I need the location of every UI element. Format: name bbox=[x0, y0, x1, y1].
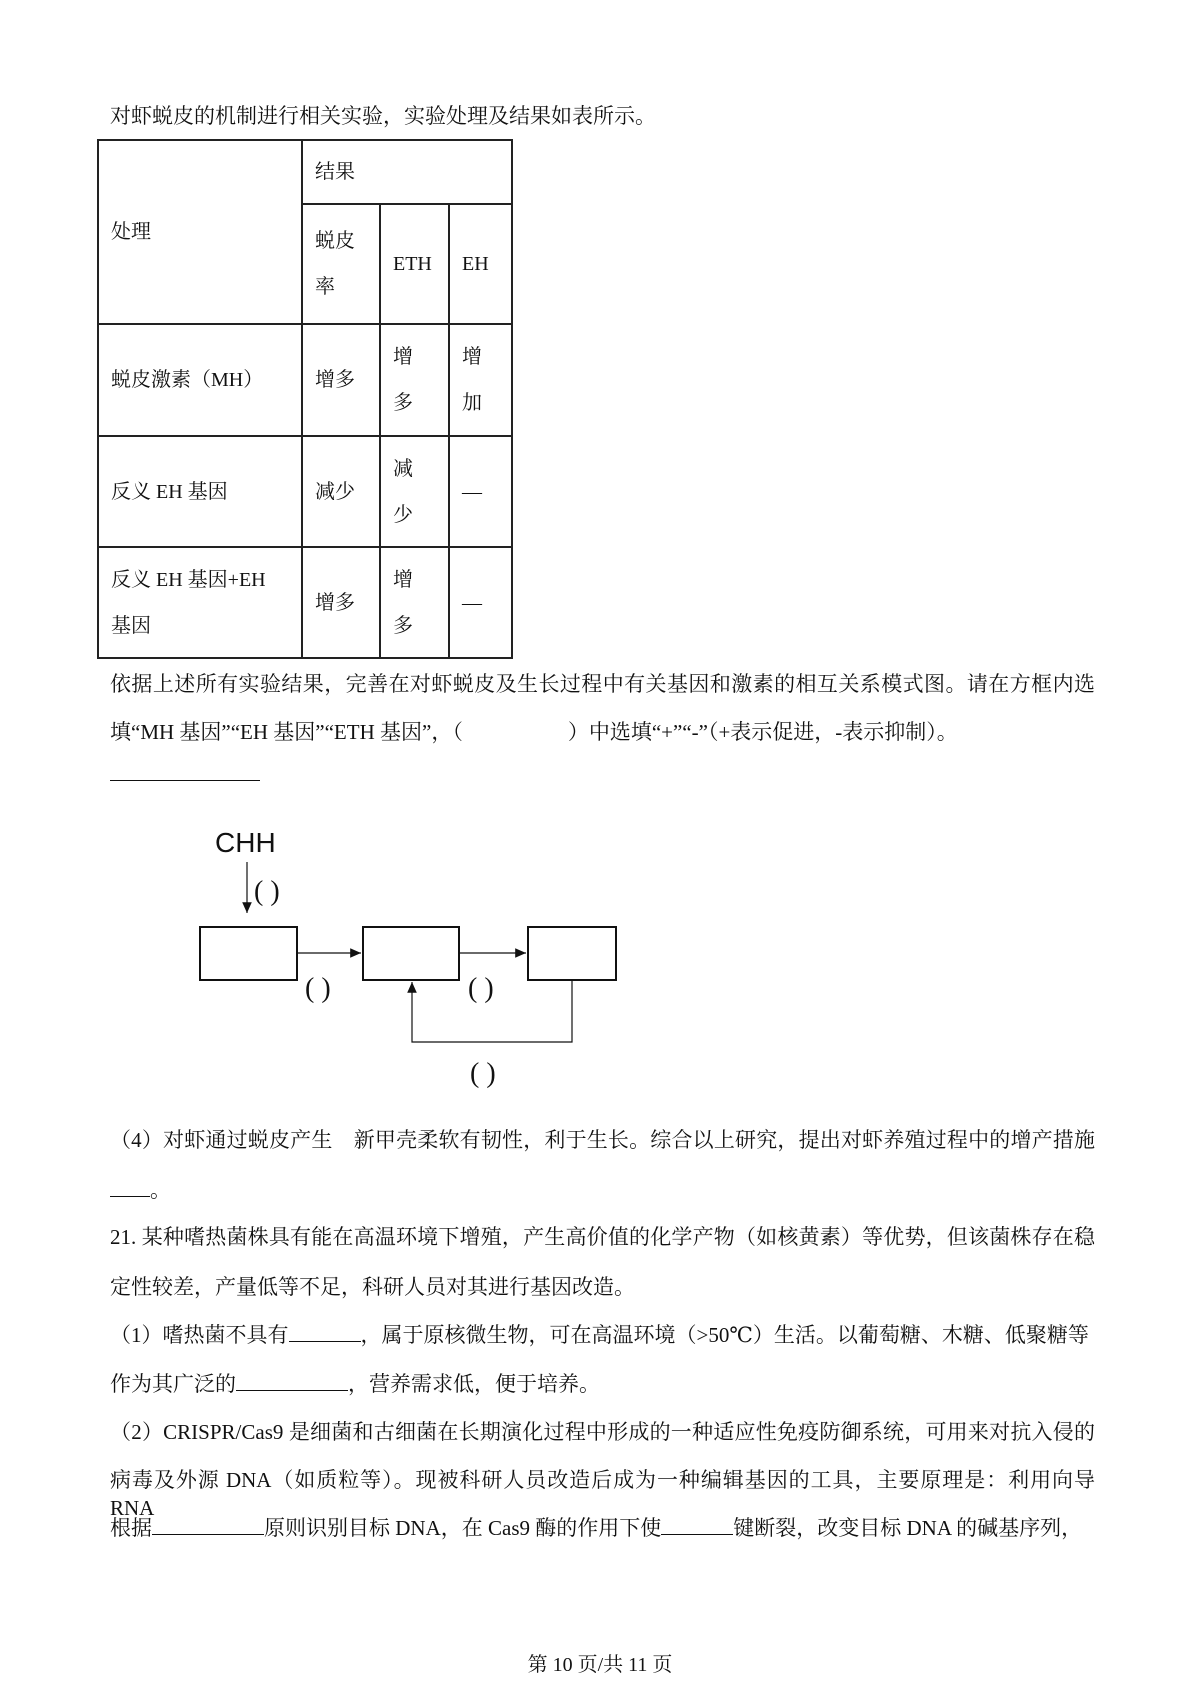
q21-1-line2: 作为其广泛的 ，营养需求低，便于培养。 bbox=[110, 1372, 600, 1396]
q21-line2: 定性较差，产量低等不足，科研人员对其进行基因改造。 bbox=[110, 1275, 635, 1299]
paren-feedback: ( ) bbox=[470, 1058, 496, 1089]
q4-line2: 。 bbox=[110, 1176, 1095, 1204]
q21-2-line3: 根据 原则识别目标 DNA，在 Cas9 酶的作用下使 键断裂，改变目标 DNA 的碱基序列， bbox=[110, 1516, 1083, 1540]
chh-label: CHH bbox=[215, 827, 276, 858]
table-row: 蜕皮激素（MH） 增多 增 多 增 加 bbox=[98, 324, 512, 436]
box-3 bbox=[528, 927, 616, 980]
paren-1-2: ( ) bbox=[305, 973, 331, 1004]
q21-2-line2: 病毒及外源 DNA（如质粒等）。现被科研人员改造后成为一种编辑基因的工具，主要原理是：利用向导 RNA bbox=[110, 1468, 1095, 1520]
header-treatment: 处理 bbox=[98, 140, 302, 324]
intro-text: 对虾蜕皮的机制进行相关实验，实验处理及结果如表所示。 bbox=[110, 104, 656, 128]
q21-line1: 21. 某种嗜热菌株具有能在高温环境下增殖，产生高价值的化学产物（如核黄素）等优势，但该菌株存在稳 bbox=[110, 1225, 1095, 1249]
paren-2-3: ( ) bbox=[468, 973, 494, 1004]
q21-1-line1: （1）嗜热菌不具有 ，属于原核微生物，可在高温环境（>50℃）生活。以葡萄糖、木糖、低聚糖等 bbox=[110, 1323, 1089, 1347]
box-2 bbox=[363, 927, 459, 980]
col-eth: ETH bbox=[380, 204, 449, 324]
para1-line2: 填“MH 基因”“EH 基因”“ETH 基因”，（ ）中选填“+”“-”（+表示促进，-表示抑制）。 bbox=[110, 720, 958, 744]
q21-2-line1: （2）CRISPR/Cas9 是细菌和古细菌在长期演化过程中形成的一种适应性免疫防御系统，可用来对抗入侵的 bbox=[110, 1420, 1095, 1444]
q4-line1: （4）对虾通过蜕皮产生 新甲壳柔软有韧性，利于生长。综合以上研究，提出对虾养殖过程中的增产措施 bbox=[110, 1128, 1095, 1152]
page-footer: 第 10 页/共 11 页 bbox=[527, 1654, 673, 1676]
table-row: 反义 EH 基因+EH 基因 增多 增 多 — bbox=[98, 547, 512, 658]
para1-line1: 依据上述所有实验结果，完善在对虾蜕皮及生长过程中有关基因和激素的相互关系模式图。请在方框内选 bbox=[110, 672, 1095, 696]
header-result: 结果 bbox=[302, 140, 512, 204]
col-molt-rate-label: 蜕皮率 bbox=[315, 230, 355, 298]
box-1 bbox=[200, 927, 297, 980]
table-row: 反义 EH 基因 减少 减 少 — bbox=[98, 436, 512, 547]
paren-chh: ( ) bbox=[254, 876, 280, 907]
col-eh: EH bbox=[449, 204, 512, 324]
